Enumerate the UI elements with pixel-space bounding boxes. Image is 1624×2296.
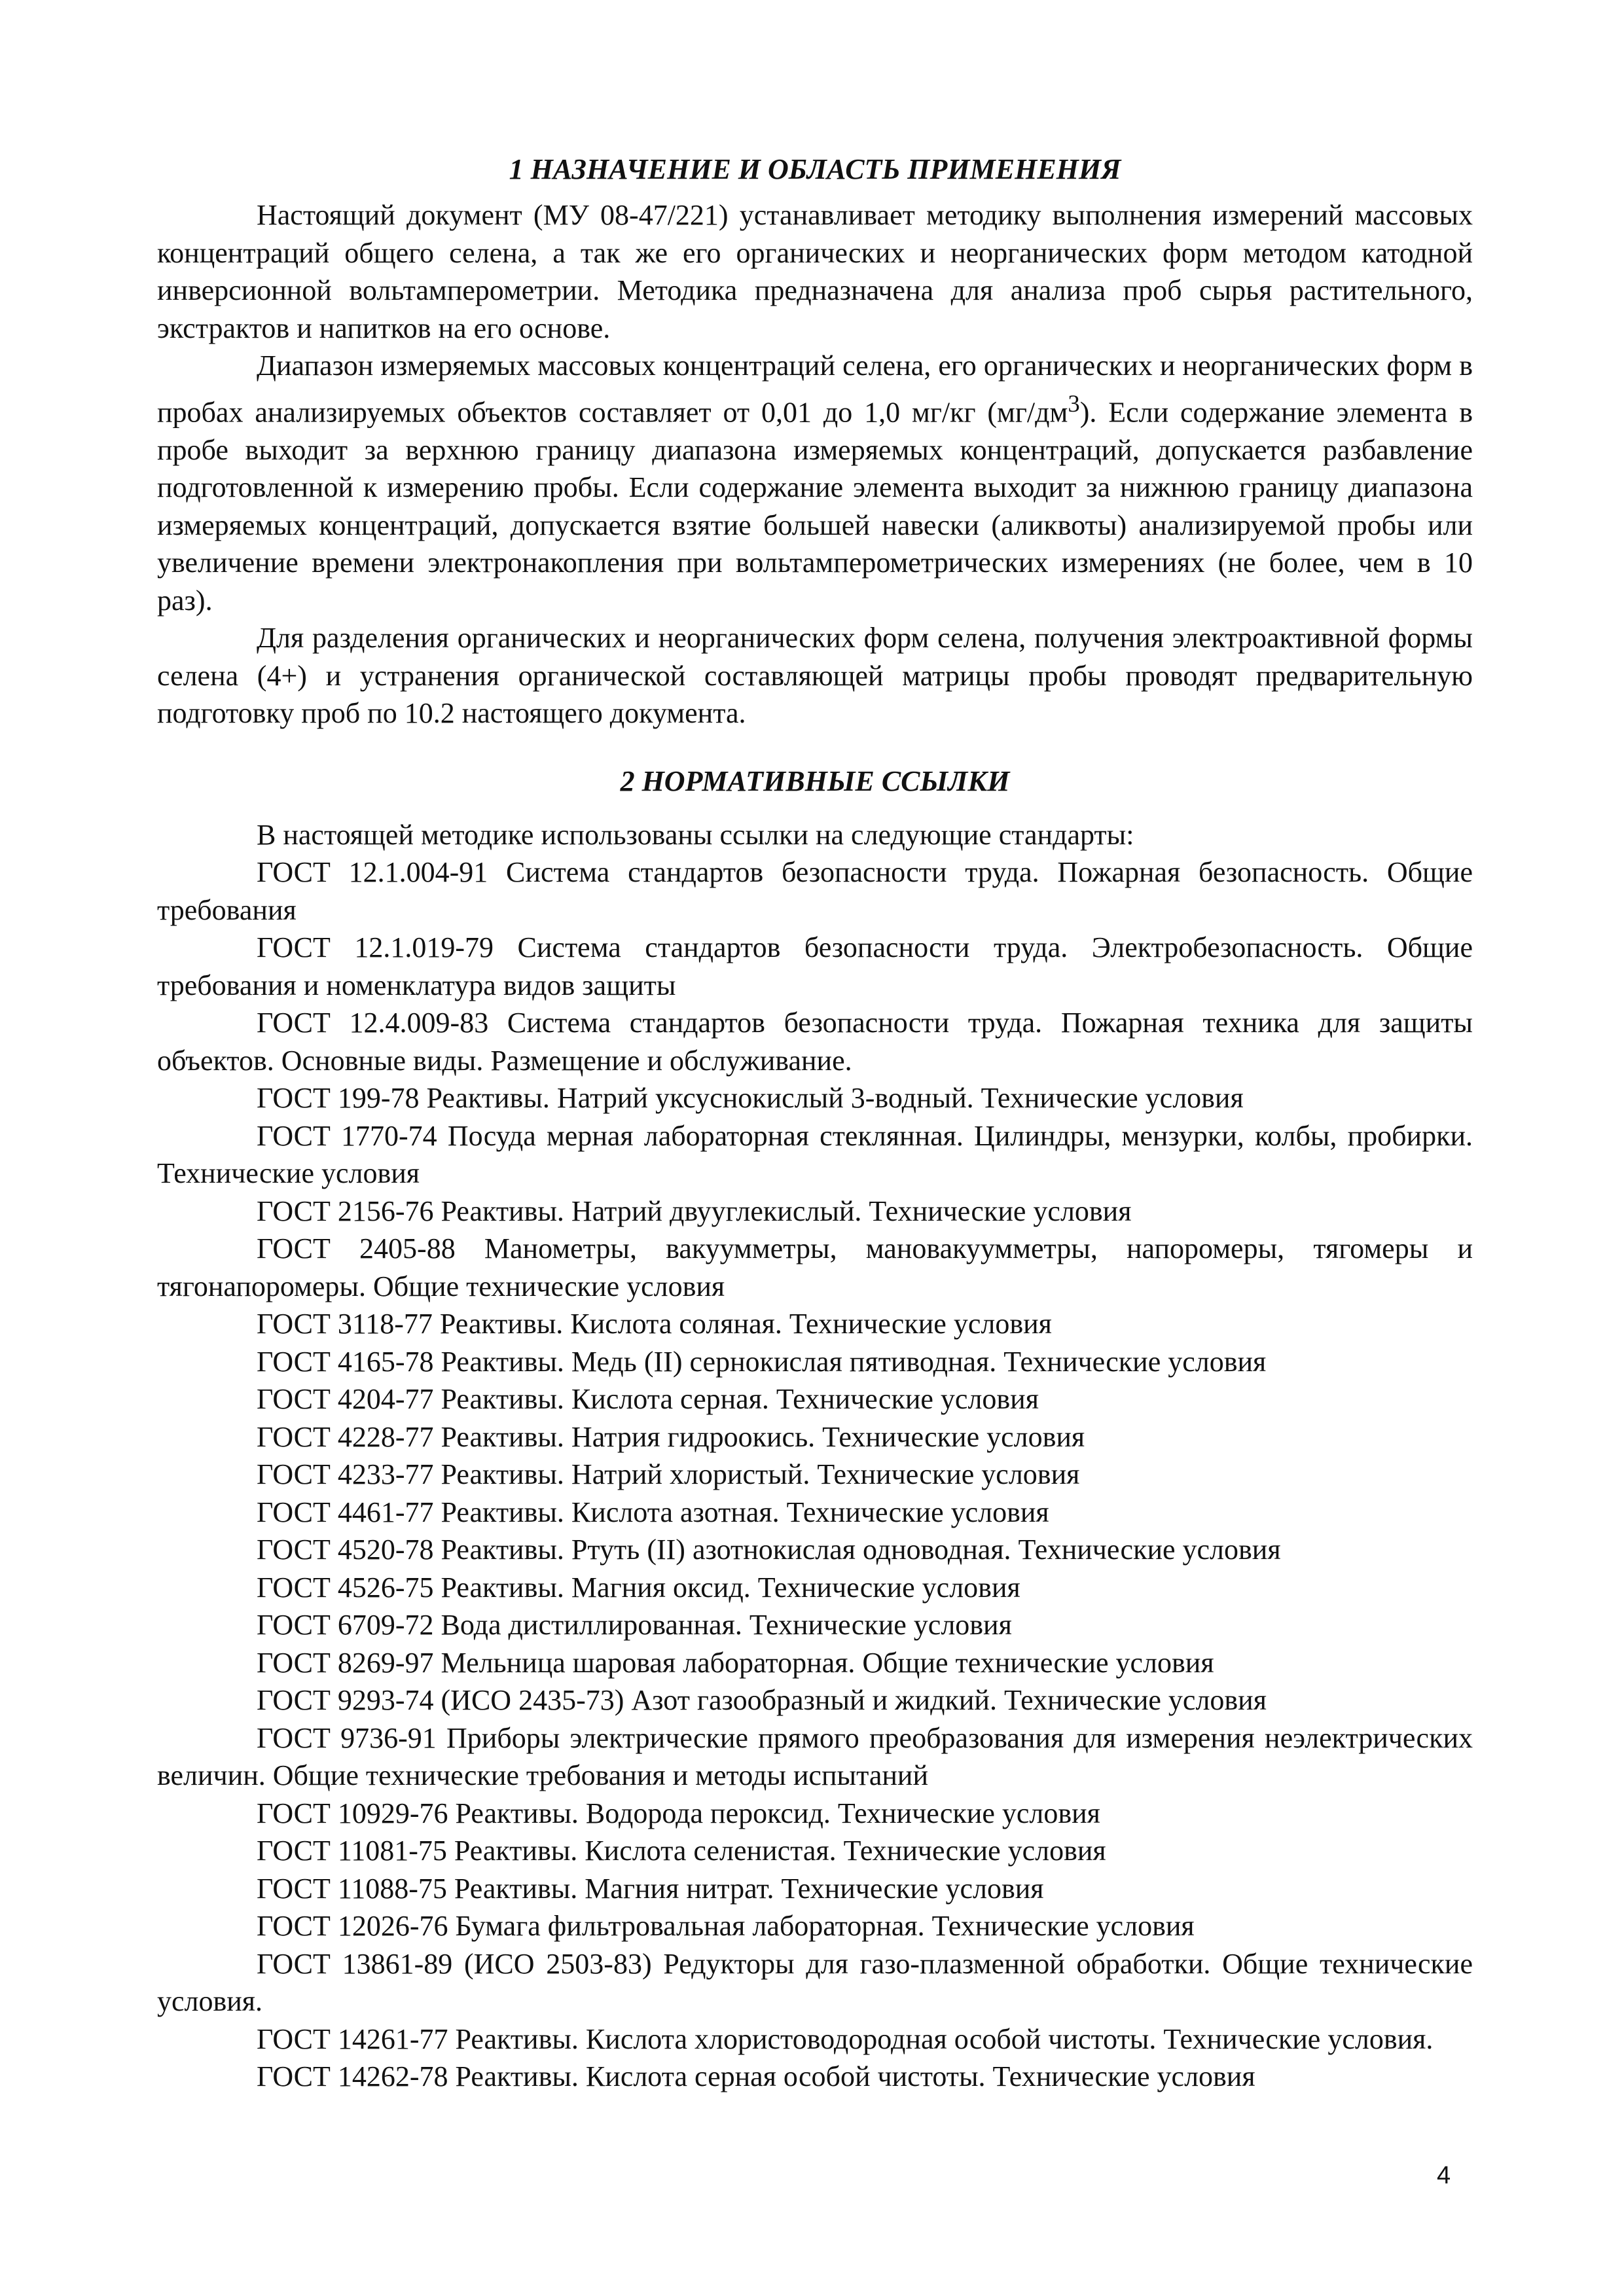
section-1-paragraph-2 (157, 347, 1473, 619)
reference-item: ГОСТ 4228-77 Реактивы. Натрия гидроокись. Технические условия (257, 1420, 1085, 1453)
paragraph-2-text: Диапазон измеряемых массовых концентраций селена, его органических и неорганических форм в пробах анализируемых объектов составляет от 0,01 до 1,0 мг/кг (мг/дм (157, 350, 1473, 429)
reference-item: ГОСТ 4461-77 Реактивы. Кислота азотная. Технические условия (257, 1496, 1049, 1528)
references-intro: В настоящей методике использованы ссылки на следующие стандарты: (257, 818, 1134, 851)
reference-item: ГОСТ 14261-77 Реактивы. Кислота хлористоводородная особой чистоты. Технические условия. (257, 2022, 1434, 2055)
reference-item: ГОСТ 12.4.009-83 Система стандартов безопасности труда. Пожарная техника для защиты объектов. Основные виды. Размещение и обслуживание. (157, 1007, 1473, 1077)
references-list (157, 853, 1473, 2096)
reference-item: ГОСТ 6709-72 Вода дистиллированная. Технические условия (257, 1609, 1012, 1641)
reference-item: ГОСТ 3118-77 Реактивы. Кислота соляная. Технические условия (257, 1308, 1052, 1340)
section-2-heading: 2 НОРМАТИВНЫЕ ССЫЛКИ (620, 764, 1010, 797)
page-number: 4 (1437, 2162, 1451, 2189)
reference-item: ГОСТ 199-78 Реактивы. Натрий уксуснокислый 3-водный. Технические условия (257, 1082, 1244, 1115)
reference-item: ГОСТ 2156-76 Реактивы. Натрий двууглекислый. Технические условия (257, 1194, 1132, 1227)
document-page (157, 151, 1473, 2096)
reference-item: ГОСТ 1770-74 Посуда мерная лабораторная стеклянная. Цилиндры, мензурки, колбы, пробирки. Технические условия (157, 1119, 1473, 1190)
reference-item: ГОСТ 11088-75 Реактивы. Магния нитрат. Технические условия (257, 1872, 1044, 1905)
reference-item: ГОСТ 9736-91 Приборы электрические прямого преобразования для измерения неэлектрических величин. Общие технические требования и методы испытаний (157, 1721, 1473, 1792)
reference-item: ГОСТ 12.1.004-91 Система стандартов безопасности труда. Пожарная безопасность. Общие требования (157, 856, 1473, 926)
reference-item: ГОСТ 4520-78 Реактивы. Ртуть (II) азотнокислая одноводная. Технические условия (257, 1534, 1281, 1566)
reference-item: ГОСТ 4165-78 Реактивы. Медь (II) сернокислая пятиводная. Технические условия (257, 1345, 1267, 1378)
reference-item: ГОСТ 2405-88 Манометры, вакуумметры, мановакуумметры, напоромеры, тягомеры и тягонапоромеры. Общие технические условия (157, 1232, 1473, 1302)
section-1-paragraph-3: Для разделения органических и неорганических форм селена, получения электроактивной формы селена (4+) и устранения органической составляющей матрицы пробы проводят предварительную подготовку проб по 10.2 настоящего документа. (157, 622, 1473, 730)
superscript-3: 3 (1068, 389, 1080, 417)
reference-item: ГОСТ 8269-97 Мельница шаровая лабораторная. Общие технические условия (257, 1646, 1214, 1679)
section-1-paragraph-1: Настоящий документ (МУ 08-47/221) устанавливает методику выполнения измерений массовых концентраций общего селена, а так же его органических и неорганических форм методом катодной инверсионной вольтамперометрии. Методика предназначена для анализа проб сырья растительного, экстрактов и напитков на его основе. (157, 199, 1473, 344)
reference-item: ГОСТ 9293-74 (ИСО 2435-73) Азот газообразный и жидкий. Технические условия (257, 1684, 1267, 1717)
paragraph-2-tail: ). Если содержание элемента в пробе выходит за верхнюю границу диапазона измеряемых концентраций, допускается разбавление подготовленной к измерению пробы. Если содержание элемента выходит за нижнюю границу диапазона измеряемых концентраций, допускается взятие большей навески (аликвоты) анализируемой пробы или увеличение времени электронакопления при вольтамперометрических измерениях (не более, чем в 10 раз). (157, 396, 1473, 617)
reference-item: ГОСТ 11081-75 Реактивы. Кислота селенистая. Технические условия (257, 1835, 1106, 1867)
reference-item: ГОСТ 4204-77 Реактивы. Кислота серная. Технические условия (257, 1383, 1039, 1416)
reference-item: ГОСТ 10929-76 Реактивы. Водорода пероксид. Технические условия (257, 1797, 1100, 1829)
reference-item: ГОСТ 12.1.019-79 Система стандартов безопасности труда. Электробезопасность. Общие требования и номенклатура видов защиты (157, 931, 1473, 1001)
reference-item: ГОСТ 13861-89 (ИСО 2503-83) Редукторы для газо-плазменной обработки. Общие технические условия. (157, 1947, 1473, 2018)
section-1-heading: 1 НАЗНАЧЕНИЕ И ОБЛАСТЬ ПРИМЕНЕНИЯ (509, 153, 1121, 185)
reference-item: ГОСТ 4526-75 Реактивы. Магния оксид. Технические условия (257, 1571, 1020, 1604)
reference-item: ГОСТ 4233-77 Реактивы. Натрий хлористый. Технические условия (257, 1458, 1080, 1491)
reference-item: ГОСТ 12026-76 Бумага фильтровальная лабораторная. Технические условия (257, 1910, 1195, 1943)
reference-item: ГОСТ 14262-78 Реактивы. Кислота серная особой чистоты. Технические условия (257, 2060, 1255, 2093)
